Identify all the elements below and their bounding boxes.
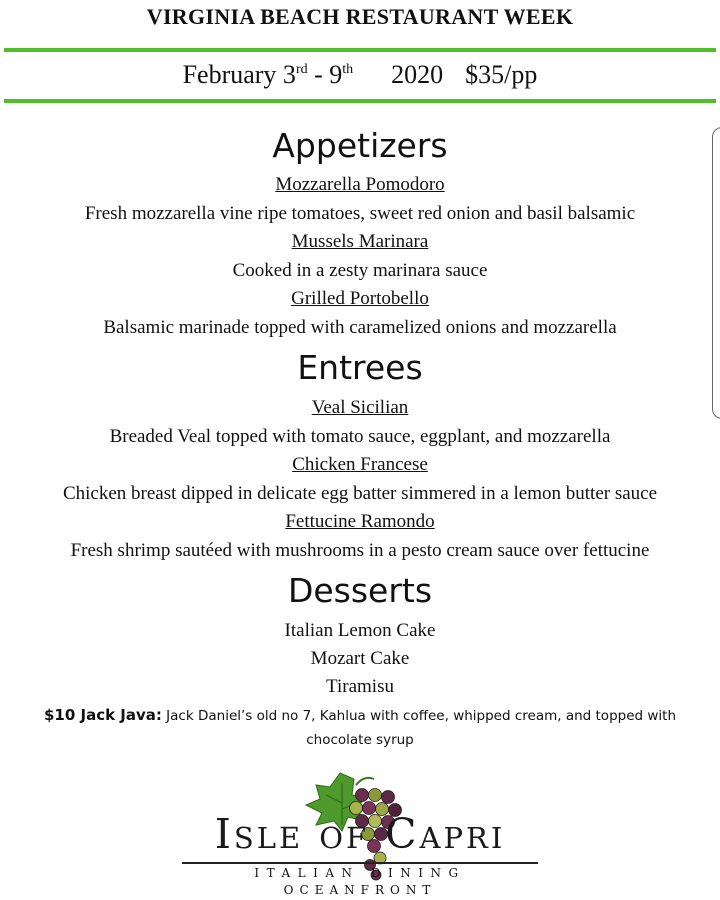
appetizer-description: Fresh mozzarella vine ripe tomatoes, sweet red onion and basil balsamic [84, 203, 636, 224]
entree-description: Fresh shrimp sautéed with mushrooms in a pesto cream sauce over fettucine [70, 540, 650, 561]
green-rule-bottom [4, 99, 716, 103]
appetizers-heading: Appetizers [272, 126, 448, 165]
date-price-line [0, 60, 720, 90]
dessert-item: Mozart Cake [310, 648, 410, 669]
drink-special-line2: chocolate syrup [306, 732, 414, 748]
appetizer-name: Grilled Portobello [291, 288, 429, 309]
date-start-suffix: rd [295, 62, 308, 77]
drink-special-line1 [0, 705, 720, 726]
menu-header-title: VIRGINIA BEACH RESTAURANT WEEK [146, 4, 574, 29]
entree-name: Chicken Francese [292, 454, 428, 475]
entree-name: Veal Sicilian [311, 397, 409, 418]
drink-special-description: Jack Daniel’s old no 7, Kahlua with coffee, whipped cream, and topped with [161, 708, 677, 724]
entree-description: Breaded Veal topped with tomato sauce, eggplant, and mozzarella [109, 426, 611, 447]
entrees-heading: Entrees [297, 348, 423, 387]
date-end-suffix: th [342, 62, 354, 77]
desserts-heading: Desserts [287, 571, 433, 610]
event-year: 2020 [391, 60, 444, 89]
entree-description: Chicken breast dipped in delicate egg batter simmered in a lemon butter sauce [62, 483, 658, 504]
date-separator: - 9 [307, 60, 343, 89]
appetizer-description: Cooked in a zesty marinara sauce [232, 260, 488, 281]
logo-wordmark: Isle of Capri [214, 810, 506, 858]
logo-tagline-2: OCEANFRONT [283, 883, 437, 897]
drink-special-label: $10 Jack Java: [43, 706, 162, 724]
event-price: $35/pp [465, 60, 538, 89]
appetizer-name: Mussels Marinara [291, 231, 429, 252]
logo-tagline-1: ITALIAN DINING [254, 866, 466, 880]
dessert-item: Italian Lemon Cake [284, 620, 436, 641]
appetizer-description: Balsamic marinade topped with caramelized onions and mozzarella [103, 317, 617, 338]
entree-name: Fettucine Ramondo [285, 511, 435, 532]
logo-underline [182, 862, 538, 864]
appetizer-name: Mozzarella Pomodoro [275, 174, 445, 195]
dessert-item: Tiramisu [326, 676, 394, 697]
green-rule-top [4, 48, 716, 52]
date-start: February 3 [182, 60, 296, 89]
